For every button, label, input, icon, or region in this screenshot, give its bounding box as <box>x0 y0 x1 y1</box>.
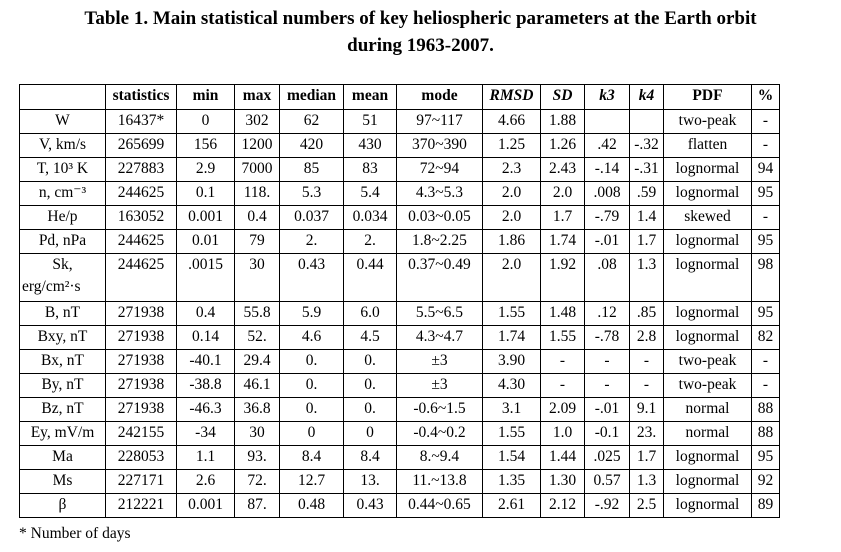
param-cell <box>20 326 106 350</box>
cell-rmsd: 1.25 <box>483 134 541 158</box>
table-row <box>20 446 780 470</box>
param-label: Ms <box>52 472 73 489</box>
cell-min: 0.001 <box>177 206 235 230</box>
col-header-statistics: statistics <box>106 85 177 110</box>
cell-sd: 1.92 <box>541 254 585 302</box>
cell-min: -40.1 <box>177 350 235 374</box>
param-label: V, km/s <box>38 136 87 153</box>
table-row <box>20 182 780 206</box>
cell-sd: 1.88 <box>541 110 585 134</box>
param-cell <box>20 158 106 182</box>
cell-median: 0. <box>280 374 344 398</box>
cell-statistics: 227171 <box>106 470 177 494</box>
cell-median: 12.7 <box>280 470 344 494</box>
cell-mean: 8.4 <box>344 446 397 470</box>
cell-mode: 370~390 <box>397 134 483 158</box>
cell-sd: - <box>541 350 585 374</box>
cell-statistics: 227883 <box>106 158 177 182</box>
table-row <box>20 230 780 254</box>
cell-k4: 1.3 <box>630 470 664 494</box>
cell-statistics: 271938 <box>106 374 177 398</box>
cell-max: 87. <box>235 494 280 518</box>
cell-median: 0. <box>280 398 344 422</box>
cell-pdf: lognormal <box>664 470 752 494</box>
cell-statistics: 271938 <box>106 326 177 350</box>
cell-mode: 0.03~0.05 <box>397 206 483 230</box>
cell-min: -34 <box>177 422 235 446</box>
param-label: He/p <box>47 208 78 225</box>
cell-rmsd: 2.0 <box>483 182 541 206</box>
table-row <box>20 470 780 494</box>
cell-pdf: lognormal <box>664 494 752 518</box>
cell-k3: 0.57 <box>585 470 630 494</box>
cell-pdf: lognormal <box>664 254 752 302</box>
cell-median: 420 <box>280 134 344 158</box>
cell-mean: 13. <box>344 470 397 494</box>
cell-min: 0.4 <box>177 302 235 326</box>
cell-k4: - <box>630 350 664 374</box>
cell-sd: 1.55 <box>541 326 585 350</box>
cell-rmsd: 4.30 <box>483 374 541 398</box>
cell-statistics: 242155 <box>106 422 177 446</box>
cell-median: 5.9 <box>280 302 344 326</box>
cell-k4: -.32 <box>630 134 664 158</box>
param-cell <box>20 446 106 470</box>
cell-min: 2.6 <box>177 470 235 494</box>
table-row <box>20 134 780 158</box>
cell-k3: -.92 <box>585 494 630 518</box>
param-cell <box>20 206 106 230</box>
cell-max: 46.1 <box>235 374 280 398</box>
cell-pdf: flatten <box>664 134 752 158</box>
param-label: n, cm⁻³ <box>38 184 87 201</box>
cell-rmsd: 3.1 <box>483 398 541 422</box>
cell-sd: 2.12 <box>541 494 585 518</box>
table-body <box>20 110 780 518</box>
param-label: Bx, nT <box>40 352 85 369</box>
cell-k3: -.01 <box>585 230 630 254</box>
statistics-table <box>19 84 780 518</box>
cell-mode: ±3 <box>397 374 483 398</box>
cell-median: 0.43 <box>280 254 344 302</box>
param-label: Ma <box>52 448 73 465</box>
cell-mode: 8.~9.4 <box>397 446 483 470</box>
cell-pct: 95 <box>752 302 780 326</box>
cell-median: 0.48 <box>280 494 344 518</box>
cell-max: 302 <box>235 110 280 134</box>
col-header-sd: SD <box>541 85 585 110</box>
cell-pdf: normal <box>664 422 752 446</box>
table-row <box>20 422 780 446</box>
cell-sd: 1.74 <box>541 230 585 254</box>
table-row <box>20 254 780 302</box>
cell-pdf: lognormal <box>664 446 752 470</box>
cell-pct: 95 <box>752 182 780 206</box>
cell-min: .0015 <box>177 254 235 302</box>
cell-pct: 98 <box>752 254 780 302</box>
cell-mode: 11.~13.8 <box>397 470 483 494</box>
param-unit-label: erg/cm²·s <box>22 278 81 295</box>
title-line-2: during 1963-2007. <box>347 35 494 56</box>
cell-median: 0. <box>280 350 344 374</box>
cell-pct: - <box>752 206 780 230</box>
cell-rmsd: 1.55 <box>483 422 541 446</box>
cell-statistics: 271938 <box>106 350 177 374</box>
param-label: B, nT <box>44 304 81 321</box>
cell-max: 30 <box>235 254 280 302</box>
cell-sd: 1.48 <box>541 302 585 326</box>
cell-mean: 430 <box>344 134 397 158</box>
col-header-percent: % <box>752 85 780 110</box>
cell-min: 0.14 <box>177 326 235 350</box>
cell-k3: -.78 <box>585 326 630 350</box>
cell-pdf: lognormal <box>664 230 752 254</box>
cell-rmsd: 1.86 <box>483 230 541 254</box>
header-row <box>20 85 780 110</box>
cell-k4: -.31 <box>630 158 664 182</box>
cell-pdf: two-peak <box>664 110 752 134</box>
cell-min: 0 <box>177 110 235 134</box>
cell-median: 0.037 <box>280 206 344 230</box>
cell-rmsd: 2.61 <box>483 494 541 518</box>
cell-mode: 4.3~5.3 <box>397 182 483 206</box>
param-cell <box>20 398 106 422</box>
cell-min: 0.001 <box>177 494 235 518</box>
cell-k3: -.14 <box>585 158 630 182</box>
cell-mode: 5.5~6.5 <box>397 302 483 326</box>
cell-pct: 82 <box>752 326 780 350</box>
cell-rmsd: 1.35 <box>483 470 541 494</box>
param-cell <box>20 134 106 158</box>
cell-sd: 2.09 <box>541 398 585 422</box>
cell-rmsd: 1.55 <box>483 302 541 326</box>
param-label: Bz, nT <box>41 400 84 417</box>
table-row <box>20 110 780 134</box>
cell-median: 0 <box>280 422 344 446</box>
param-cell <box>20 254 106 302</box>
cell-statistics: 228053 <box>106 446 177 470</box>
cell-min: 156 <box>177 134 235 158</box>
cell-mean: 0.034 <box>344 206 397 230</box>
cell-pct: 95 <box>752 230 780 254</box>
table-row <box>20 350 780 374</box>
cell-statistics: 244625 <box>106 254 177 302</box>
cell-mean: 51 <box>344 110 397 134</box>
cell-k3: -0.1 <box>585 422 630 446</box>
cell-statistics: 163052 <box>106 206 177 230</box>
cell-min: 1.1 <box>177 446 235 470</box>
cell-rmsd: 1.74 <box>483 326 541 350</box>
cell-mean: 5.4 <box>344 182 397 206</box>
table-row <box>20 302 780 326</box>
cell-mode: 0.37~0.49 <box>397 254 483 302</box>
cell-rmsd: 2.0 <box>483 206 541 230</box>
cell-max: 79 <box>235 230 280 254</box>
col-header-min: min <box>177 85 235 110</box>
cell-sd: 1.30 <box>541 470 585 494</box>
cell-median: 85 <box>280 158 344 182</box>
param-cell <box>20 494 106 518</box>
cell-k4: .59 <box>630 182 664 206</box>
col-header-mode: mode <box>397 85 483 110</box>
table-row <box>20 398 780 422</box>
cell-mean: 0. <box>344 374 397 398</box>
cell-median: 2. <box>280 230 344 254</box>
cell-mode: 0.44~0.65 <box>397 494 483 518</box>
cell-sd: 1.7 <box>541 206 585 230</box>
cell-k4: 1.4 <box>630 206 664 230</box>
cell-max: 36.8 <box>235 398 280 422</box>
cell-max: 29.4 <box>235 350 280 374</box>
cell-k3 <box>585 110 630 134</box>
cell-pct: 88 <box>752 398 780 422</box>
cell-mode: -0.4~0.2 <box>397 422 483 446</box>
cell-rmsd: 2.3 <box>483 158 541 182</box>
cell-k3: -.79 <box>585 206 630 230</box>
cell-min: 0.1 <box>177 182 235 206</box>
cell-statistics: 244625 <box>106 182 177 206</box>
col-header-rmsd: RMSD <box>483 85 541 110</box>
cell-statistics: 271938 <box>106 398 177 422</box>
cell-sd: - <box>541 374 585 398</box>
cell-pct: 92 <box>752 470 780 494</box>
cell-min: 0.01 <box>177 230 235 254</box>
cell-rmsd: 4.66 <box>483 110 541 134</box>
cell-pct: 89 <box>752 494 780 518</box>
cell-k4: - <box>630 374 664 398</box>
cell-sd: 1.26 <box>541 134 585 158</box>
cell-statistics: 271938 <box>106 302 177 326</box>
cell-pdf: lognormal <box>664 182 752 206</box>
cell-mode: ±3 <box>397 350 483 374</box>
col-header-k3: k3 <box>585 85 630 110</box>
col-header-median: median <box>280 85 344 110</box>
cell-k4: .85 <box>630 302 664 326</box>
table-row <box>20 158 780 182</box>
param-cell <box>20 302 106 326</box>
cell-max: 0.4 <box>235 206 280 230</box>
cell-mode: -0.6~1.5 <box>397 398 483 422</box>
cell-k3: .42 <box>585 134 630 158</box>
cell-mean: 2. <box>344 230 397 254</box>
cell-k3: - <box>585 374 630 398</box>
footnote: * Number of days <box>19 525 131 542</box>
cell-max: 72. <box>235 470 280 494</box>
cell-sd: 2.43 <box>541 158 585 182</box>
cell-pdf: skewed <box>664 206 752 230</box>
cell-pct: - <box>752 134 780 158</box>
cell-pct: - <box>752 374 780 398</box>
cell-median: 4.6 <box>280 326 344 350</box>
cell-pct: 95 <box>752 446 780 470</box>
cell-statistics: 16437* <box>106 110 177 134</box>
param-cell <box>20 374 106 398</box>
cell-max: 93. <box>235 446 280 470</box>
cell-rmsd: 3.90 <box>483 350 541 374</box>
cell-k4: 1.7 <box>630 446 664 470</box>
cell-pct: - <box>752 110 780 134</box>
param-cell <box>20 230 106 254</box>
cell-sd: 2.0 <box>541 182 585 206</box>
cell-statistics: 265699 <box>106 134 177 158</box>
title-line-1: Table 1. Main statistical numbers of key heliospheric parameters at the Earth orbit <box>84 8 757 29</box>
cell-pdf: two-peak <box>664 374 752 398</box>
col-header-k4: k4 <box>630 85 664 110</box>
param-cell <box>20 470 106 494</box>
cell-k3: - <box>585 350 630 374</box>
param-label: Ey, mV/m <box>30 424 95 441</box>
cell-pct: - <box>752 350 780 374</box>
cell-min: -38.8 <box>177 374 235 398</box>
cell-pdf: lognormal <box>664 326 752 350</box>
cell-sd: 1.0 <box>541 422 585 446</box>
cell-mode: 4.3~4.7 <box>397 326 483 350</box>
cell-statistics: 244625 <box>106 230 177 254</box>
cell-max: 55.8 <box>235 302 280 326</box>
cell-pct: 94 <box>752 158 780 182</box>
cell-pct: 88 <box>752 422 780 446</box>
cell-median: 62 <box>280 110 344 134</box>
cell-mean: 0 <box>344 422 397 446</box>
cell-rmsd: 2.0 <box>483 254 541 302</box>
cell-mean: 83 <box>344 158 397 182</box>
cell-pdf: normal <box>664 398 752 422</box>
table-row <box>20 206 780 230</box>
cell-k3: .008 <box>585 182 630 206</box>
cell-max: 1200 <box>235 134 280 158</box>
cell-median: 5.3 <box>280 182 344 206</box>
cell-k3: -.01 <box>585 398 630 422</box>
cell-mean: 6.0 <box>344 302 397 326</box>
param-cell <box>20 350 106 374</box>
table-title <box>0 5 841 59</box>
cell-min: -46.3 <box>177 398 235 422</box>
param-label: Bxy, nT <box>37 328 88 345</box>
cell-k4 <box>630 110 664 134</box>
cell-k3: .08 <box>585 254 630 302</box>
cell-mean: 0.43 <box>344 494 397 518</box>
cell-k3: .025 <box>585 446 630 470</box>
cell-max: 7000 <box>235 158 280 182</box>
param-cell <box>20 422 106 446</box>
cell-pdf: two-peak <box>664 350 752 374</box>
cell-median: 8.4 <box>280 446 344 470</box>
table-row <box>20 494 780 518</box>
col-header-param <box>20 85 106 110</box>
cell-k4: 1.3 <box>630 254 664 302</box>
param-label: By, nT <box>41 376 84 393</box>
cell-min: 2.9 <box>177 158 235 182</box>
cell-k4: 9.1 <box>630 398 664 422</box>
cell-mean: 4.5 <box>344 326 397 350</box>
cell-statistics: 212221 <box>106 494 177 518</box>
col-header-max: max <box>235 85 280 110</box>
param-label: Sk, <box>52 256 73 273</box>
cell-k3: .12 <box>585 302 630 326</box>
cell-k4: 1.7 <box>630 230 664 254</box>
cell-sd: 1.44 <box>541 446 585 470</box>
param-label: Pd, nPa <box>38 232 87 249</box>
cell-k4: 2.8 <box>630 326 664 350</box>
cell-rmsd: 1.54 <box>483 446 541 470</box>
param-label: T, 10³ K <box>36 160 89 177</box>
cell-pdf: lognormal <box>664 158 752 182</box>
cell-mean: 0. <box>344 398 397 422</box>
cell-max: 118. <box>235 182 280 206</box>
cell-mode: 72~94 <box>397 158 483 182</box>
cell-max: 30 <box>235 422 280 446</box>
cell-mode: 97~117 <box>397 110 483 134</box>
cell-mean: 0. <box>344 350 397 374</box>
param-label: β <box>58 496 67 513</box>
cell-mode: 1.8~2.25 <box>397 230 483 254</box>
cell-k4: 2.5 <box>630 494 664 518</box>
table-row <box>20 326 780 350</box>
cell-pdf: lognormal <box>664 302 752 326</box>
cell-k4: 23. <box>630 422 664 446</box>
cell-mean: 0.44 <box>344 254 397 302</box>
param-cell <box>20 182 106 206</box>
table-row <box>20 374 780 398</box>
cell-max: 52. <box>235 326 280 350</box>
col-header-pdf: PDF <box>664 85 752 110</box>
col-header-mean: mean <box>344 85 397 110</box>
param-label: W <box>55 112 70 129</box>
param-cell <box>20 110 106 134</box>
